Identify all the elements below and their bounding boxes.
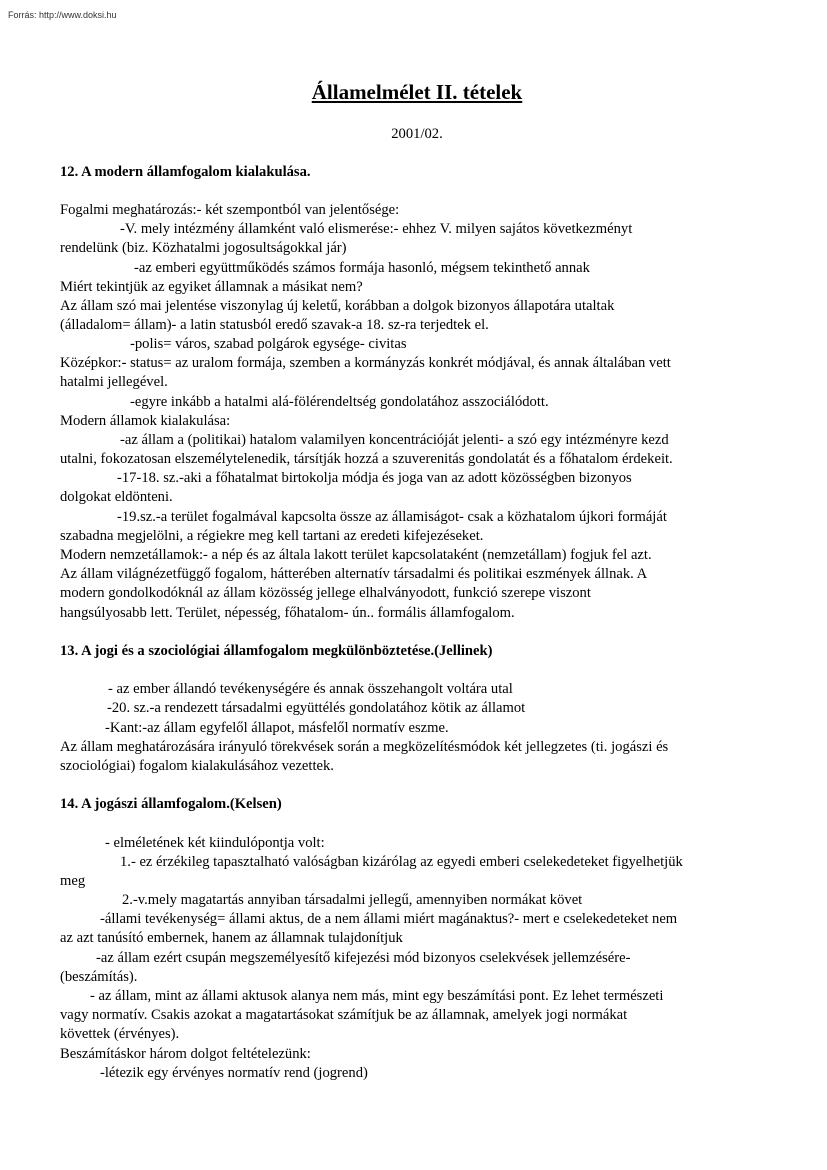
text-line: -17-18. sz.-aki a főhatalmat birtokolja módja és joga van az adott közösségben bizonyos <box>117 470 632 486</box>
text-line: hangsúlyosabb lett. Terület, népesség, főhatalom- ún.. formális államfogalom. <box>60 605 515 621</box>
text-line: Miért tekintjük az egyiket államnak a másikat nem? <box>60 279 363 295</box>
text-line: -az emberi együttműködés számos formája hasonló, mégsem tekinthető annak <box>134 260 590 276</box>
text-line: 2.-v.mely magatartás annyiban társadalmi jellegű, amennyiben normákat követ <box>122 892 583 908</box>
page-title: Államelmélet II. tételek <box>311 80 523 104</box>
text-line: - az ember állandó tevékenységére és annak összehangolt voltára utal <box>108 681 513 697</box>
text-line: rendelünk (biz. Közhatalmi jogosultságokkal jár) <box>60 240 347 256</box>
text-line: -polis= város, szabad polgárok egysége- civitas <box>130 336 407 352</box>
text-line: 1.- ez érzékileg tapasztalható valóságban kizárólag az egyedi emberi cselekedeteket figyelhetjük <box>120 854 683 870</box>
text-line: -állami tevékenység= állami aktus, de a nem állami miért magánaktus?- mert e cselekedeteket nem <box>100 911 678 927</box>
text-line: -19.sz.-a terület fogalmával kapcsolta össze az államiságot- csak a közhatalom újkori formáját <box>117 509 667 525</box>
text-line: -V. mely intézmény államként való elismerése:- ehhez V. milyen sajátos következményt <box>120 221 633 237</box>
text-line: szabadna megjelölni, a régiekre meg kell tartani az eredeti kifejezéseket. <box>60 528 484 544</box>
text-line: -Kant:-az állam egyfelől állapot, másfelől normatív eszme. <box>105 720 449 736</box>
text-line: -az állam ezért csupán megszemélyesítő kifejezési mód bizonyos cselekvések jellemzésére- <box>96 950 631 966</box>
text-line: Beszámításkor három dolgot feltételezünk: <box>60 1046 311 1062</box>
text-line: utalni, fokozatosan elszemélytelenedik, társítják hozzá a szuverenitás gondolatát és a főhatalom érdekeit. <box>60 451 673 467</box>
text-line: Az állam meghatározására irányuló törekvések során a megközelítésmódok két jellegzetes (ti. jogászi és <box>60 739 669 755</box>
text-line: -20. sz.-a rendezett társadalmi együttélés gondolatához kötik az államot <box>107 700 526 716</box>
document-date: 2001/02. <box>391 126 443 142</box>
text-line: - az állam, mint az állami aktusok alanya nem más, mint egy beszámítási pont. Ez lehet természeti <box>90 988 664 1004</box>
text-line: az azt tanúsító embernek, hanem az államnak tulajdonítjuk <box>60 930 403 946</box>
section-heading: 14. A jogászi államfogalom.(Kelsen) <box>60 796 282 812</box>
section-heading: 12. A modern államfogalom kialakulása. <box>60 164 311 180</box>
text-line: -egyre inkább a hatalmi alá-fölérendeltség gondolatához asszociálódott. <box>130 394 549 410</box>
section-heading: 13. A jogi és a szociológiai államfogalom megkülönböztetése.(Jellinek) <box>60 643 493 659</box>
text-line: meg <box>60 873 86 889</box>
text-line: Modern nemzetállamok:- a nép és az általa lakott terület kapcsolataként (nemzetállam) fogjuk fel azt. <box>60 547 652 563</box>
text-line: - elméletének két kiindulópontja volt: <box>105 835 325 851</box>
text-line: hatalmi jellegével. <box>60 374 168 390</box>
text-line: követtek (érvényes). <box>60 1026 180 1042</box>
text-line: Az állam szó mai jelentése viszonylag új keletű, korábban a dolgok bizonyos állapotára utaltak <box>60 298 615 314</box>
text-line: modern gondolkodóknál az állam közösség jellege elhalványodott, funkció szerepe viszont <box>60 585 591 601</box>
text-line: (beszámítás). <box>60 969 138 985</box>
text-line: dolgokat eldönteni. <box>60 489 173 505</box>
source-label: Forrás: http://www.doksi.hu <box>8 10 117 20</box>
text-line: Az állam világnézetfüggő fogalom, hátterében alternatív társadalmi és politikai eszmények állnak. A <box>60 566 648 582</box>
text-line: -az állam a (politikai) hatalom valamilyen koncentrációját jelenti- a szó egy intézményre kezd <box>120 432 669 448</box>
text-line: Fogalmi meghatározás:- két szempontból van jelentősége: <box>60 202 400 218</box>
text-line: Modern államok kialakulása: <box>60 413 231 429</box>
text-line: -létezik egy érvényes normatív rend (jogrend) <box>100 1065 368 1081</box>
text-line: vagy normatív. Csakis azokat a magatartásokat számítjuk be az államnak, amelyek jogi normákat <box>60 1007 628 1023</box>
text-line: Középkor:- status= az uralom formája, szemben a kormányzás konkrét módjával, és annak általában vett <box>60 355 671 371</box>
text-line: (álladalom= állam)- a latin statusból eredő szavak-a 18. sz-ra terjedtek el. <box>60 317 489 333</box>
text-line: szociológiai) fogalom kialakulásához vezettek. <box>60 758 334 774</box>
